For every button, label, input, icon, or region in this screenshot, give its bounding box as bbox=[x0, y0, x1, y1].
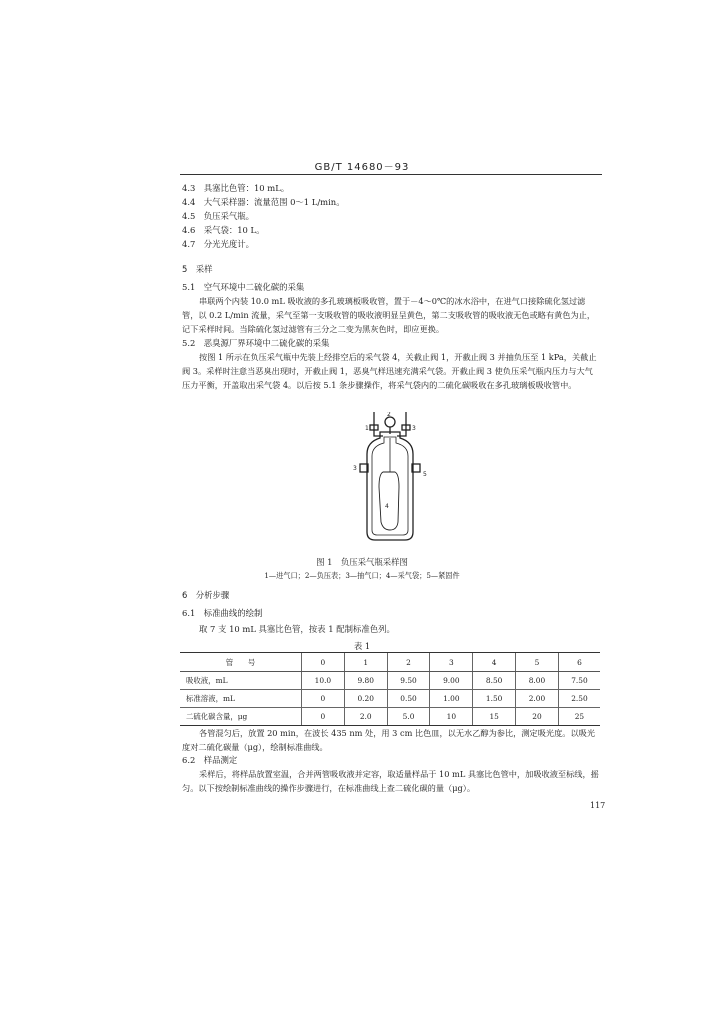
table-col-header: 6 bbox=[558, 653, 600, 672]
section-5-title: 5 采样 bbox=[182, 264, 213, 274]
table-cell: 0.20 bbox=[344, 690, 387, 708]
table-cell: 25 bbox=[558, 708, 600, 726]
section-6-1-body: 取 7 支 10 mL 具塞比色管，按表 1 配制标准色列。 bbox=[199, 624, 395, 634]
table-col-header: 2 bbox=[387, 653, 430, 672]
table-cell: 0 bbox=[302, 690, 345, 708]
header-rule bbox=[180, 174, 602, 175]
table-cell: 1.50 bbox=[473, 690, 516, 708]
item-4-3: 4.3 具塞比色管：10 mL。 bbox=[182, 183, 290, 193]
table-cell: 2.0 bbox=[344, 708, 387, 726]
section-5-2-body: 按图 1 所示在负压采气瓶中先装上经排空后的采气袋 4，关截止阀 1，开截止阀 3 并抽负压至 1 kPa，关截止阀 3。采样时注意当恶臭出现时，开截止阀 1，恶臭气样迅速充满采气袋。开截止阀 3 使负压采气瓶内压力与大气压力平衡，开盖取出采气袋 4。以后按 5.1 条步骤操作，将采气袋内的二硫化碳吸收在多孔玻璃板吸收管中。 bbox=[182, 352, 597, 391]
section-6-1-after: 各管混匀后，放置 20 min，在波长 435 nm 处，用 3 cm 比色皿，以无水乙醇为参比，测定吸光度。以吸光度对二硫化碳量（μg），绘制标准曲线。 bbox=[182, 728, 596, 753]
table-col-header: 4 bbox=[473, 653, 516, 672]
table-row bbox=[180, 690, 600, 708]
table-header-label: 管 号 bbox=[180, 653, 302, 672]
section-6-title: 6 分析步骤 bbox=[182, 590, 230, 600]
page-number: 117 bbox=[590, 801, 606, 810]
figure-legend: 1—进气口；2—负压表；3—抽气口；4—采气袋；5—紧固件 bbox=[264, 571, 460, 580]
table-title: 表 1 bbox=[353, 641, 371, 651]
table-cell: 20 bbox=[516, 708, 559, 726]
item-4-7: 4.7 分光光度计。 bbox=[182, 239, 254, 249]
table-col-header: 0 bbox=[302, 653, 345, 672]
table-cell: 8.00 bbox=[516, 672, 559, 690]
table-cell: 9.00 bbox=[430, 672, 473, 690]
table-row-label: 二硫化碳含量，μg bbox=[180, 708, 302, 726]
table-cell: 1.00 bbox=[430, 690, 473, 708]
table-cell: 15 bbox=[473, 708, 516, 726]
section-5-1-title: 5.1 空气环境中二硫化碳的采集 bbox=[182, 282, 305, 292]
item-4-5: 4.5 负压采气瓶。 bbox=[182, 211, 254, 221]
figure-label-5: 5 bbox=[423, 471, 427, 478]
table-row-label: 标准溶液，mL bbox=[180, 690, 302, 708]
standard-series-table bbox=[180, 652, 600, 726]
figure-caption: 图 1 负压采气瓶采样图 bbox=[316, 557, 408, 567]
table-col-header: 5 bbox=[516, 653, 559, 672]
table-cell: 7.50 bbox=[558, 672, 600, 690]
table-cell: 5.0 bbox=[387, 708, 430, 726]
standard-header: GB/T 14680－93 bbox=[314, 162, 410, 173]
section-6-2-body: 采样后，将样品放置室温，合并两管吸收液并定容，取适量样品于 10 mL 具塞比色管中，加吸收液至标线，摇匀。以下按绘制标准曲线的操作步骤进行，在标准曲线上查二硫化碳的量（μg）。 bbox=[182, 769, 599, 794]
table-cell: 0 bbox=[302, 708, 345, 726]
section-5-2-title: 5.2 恶臭源厂界环境中二硫化碳的采集 bbox=[182, 338, 330, 348]
table-cell: 10.0 bbox=[302, 672, 345, 690]
table-cell: 9.80 bbox=[344, 672, 387, 690]
table-row bbox=[180, 672, 600, 690]
table-cell: 2.50 bbox=[558, 690, 600, 708]
section-5-1-body: 串联两个内装 10.0 mL 吸收液的多孔玻璃板吸收管，置于－4～0℃的冰水浴中，在进气口接除硫化氢过滤管，以 0.2 L/min 流量，采气至第一支吸收管的吸收液明显呈黄色，第二支吸收管的吸收液无色或略有黄色为止，记下采样时间。当除硫化氢过滤管有三分之二变为黑灰色时，即应更换。 bbox=[182, 296, 596, 335]
negative-pressure-sampler-figure bbox=[345, 412, 435, 552]
figure-label-1: 1 bbox=[365, 425, 369, 432]
figure-label-3a: 3 bbox=[412, 425, 416, 432]
figure-label-2: 2 bbox=[387, 412, 391, 418]
figure-label-4: 4 bbox=[385, 503, 389, 510]
figure-label-3b: 3 bbox=[353, 465, 357, 472]
table-cell: 8.50 bbox=[473, 672, 516, 690]
table-col-header: 1 bbox=[344, 653, 387, 672]
table-col-header: 3 bbox=[430, 653, 473, 672]
table-cell: 0.50 bbox=[387, 690, 430, 708]
table-cell: 10 bbox=[430, 708, 473, 726]
section-6-1-title: 6.1 标准曲线的绘制 bbox=[182, 608, 263, 618]
item-4-6: 4.6 采气袋：10 L。 bbox=[182, 225, 265, 235]
item-4-4: 4.4 大气采样器：流量范围 0～1 L/min。 bbox=[182, 197, 345, 207]
section-6-2-title: 6.2 样品测定 bbox=[182, 755, 238, 765]
table-header-row bbox=[180, 653, 600, 672]
table-row bbox=[180, 708, 600, 726]
table-cell: 9.50 bbox=[387, 672, 430, 690]
table-row-label: 吸收液，mL bbox=[180, 672, 302, 690]
table-cell: 2.00 bbox=[516, 690, 559, 708]
